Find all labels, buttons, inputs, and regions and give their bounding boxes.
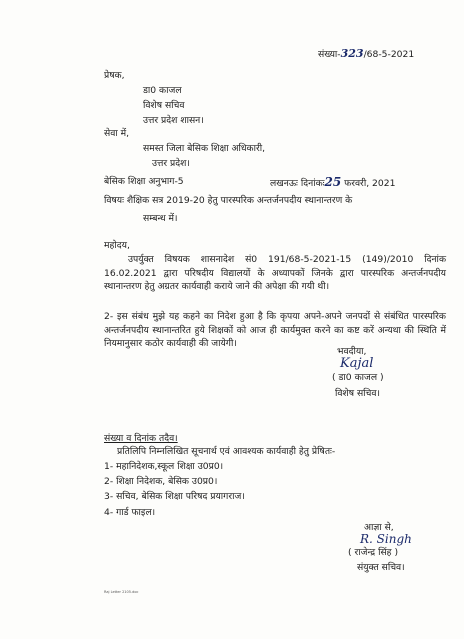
reference-handwritten: 323	[340, 47, 364, 60]
reference-number	[318, 48, 414, 61]
closing-signature: Kajal	[340, 356, 374, 371]
recipient-line1: समस्त जिला बेसिक शिक्षा अधिकारी,	[143, 143, 266, 154]
copy-item-3: 3- सचिव, बेसिक शिक्षा परिषद प्रयागराज।	[104, 491, 245, 502]
sender-label: प्रेषक,	[104, 70, 125, 81]
paragraph-2: 2- इस संबंध मुझे यह कहने का निदेश हुआ है कि कृपया अपने-अपने जनपदों से संबंधित पारस्परिक अन्तर्जनपदीय स्थानान्तरित हुये शिक्षकों को आज ही कार्यमुक्त करने का कष्ट करें अन्यथा की स्थिति में नियमानुसार कठोर कार्यवाही की जायेगी।	[104, 311, 446, 349]
recipient-label: सेवा में,	[104, 128, 130, 139]
reference-suffix: /68-5-2021	[363, 49, 415, 60]
subject-line2: सम्बन्ध में।	[143, 213, 178, 224]
sender-office: उत्तर प्रदेश शासन।	[143, 115, 204, 126]
order-name: ( राजेन्द्र सिंह )	[348, 547, 399, 558]
closing-designation: विशेष सचिव।	[335, 388, 380, 399]
closing-signoff: भवदीया,	[337, 346, 367, 357]
recipient-line2: उत्तर प्रदेश।	[152, 158, 190, 169]
subject-line1: विषयः शैक्षिक सत्र 2019-20 हेतु पारस्परिक अन्तर्जनपदीय स्थानान्तरण के	[104, 195, 353, 206]
closing-name: ( डा0 काजल )	[332, 372, 384, 383]
reference-prefix: संख्या-	[318, 49, 341, 60]
copy-item-4: 4- गार्ड फाइल।	[104, 507, 156, 518]
section-name: बेसिक शिक्षा अनुभाग-5	[104, 176, 184, 187]
copy-item-2: 2- शिक्षा निदेशक, बेसिक उ0प्र0।	[104, 476, 218, 487]
sender-designation: विशेष सचिव	[143, 100, 185, 111]
copy-intro: प्रतिलिपि निम्नलिखित सूचनार्थ एवं आवश्यक कार्यवाही हेतु प्रेषितः-	[117, 446, 336, 457]
copy-item-1: 1- महानिदेशक,स्कूल शिक्षा उ0प्र0।	[104, 461, 224, 472]
footer-filename: Raj Letter 2105.doc	[104, 590, 139, 594]
copy-heading: संख्या व दिनांक तदैव।	[104, 433, 178, 444]
date-handwritten-day: 25	[324, 175, 342, 189]
order-line: आज्ञा से,	[364, 522, 394, 533]
order-designation: संयुक्त सचिव।	[357, 562, 405, 573]
sender-name: डा0 काजल	[143, 85, 182, 96]
date-prefix: लखनऊः दिनांकः	[270, 178, 325, 189]
date-line	[270, 176, 395, 190]
paragraph-1: उपर्युक्त विषयक शासनादेश सं0 191/68-5-2021-15 (149)/2010 दिनांक 16.02.2021 द्वारा परिषदीय विद्यालयों के अध्यापकों जिनके द्वारा पारस्परिक अन्तर्जनपदीय स्थानान्तरण हेतु अग्रतर कार्यवाही कराये जाने की अपेक्षा की गयी थी।	[104, 254, 446, 292]
date-month-year: फरवरी, 2021	[344, 178, 396, 189]
order-signature: R. Singh	[360, 532, 412, 546]
salutation: महोदय,	[104, 240, 130, 251]
